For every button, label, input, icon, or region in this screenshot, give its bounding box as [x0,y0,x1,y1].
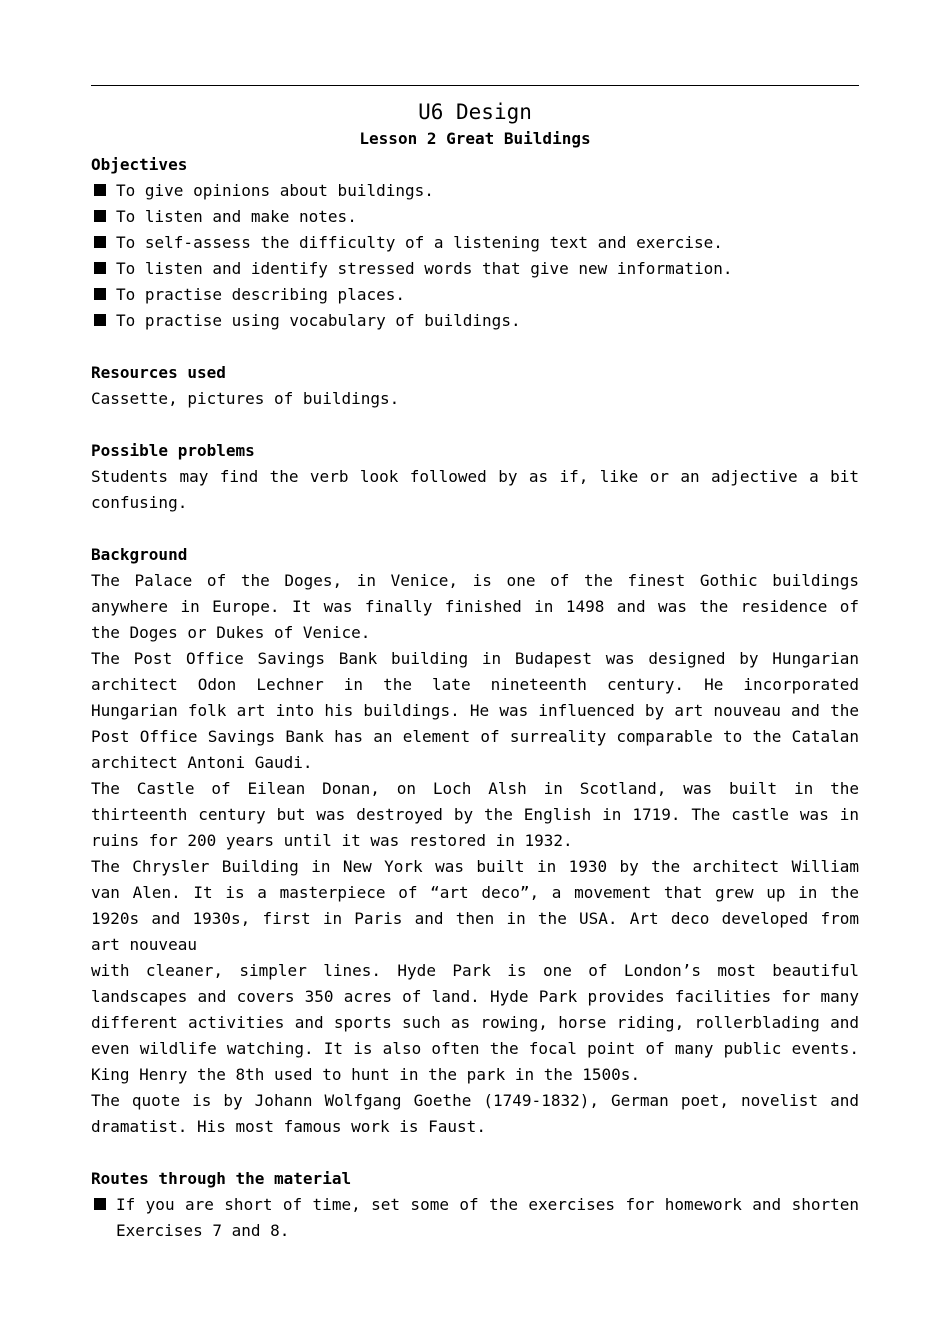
spacer [91,516,859,542]
spacer [91,334,859,360]
spacer [91,412,859,438]
objective-item [91,178,859,204]
objective-item [91,256,859,282]
background-heading: Background [91,545,188,564]
background-paragraph: The Palace of the Doges, in Venice, is one of the finest Gothic buildings anywhere in Europe. It was finally finished in 1498 and was the residence of the Doges or Dukes of Venice. [91,571,859,642]
problems-heading: Possible problems [91,441,255,460]
background-paragraph: The Post Office Savings Bank building in Budapest was designed by Hungarian architect Odon Lechner in the late nineteenth century. He incorporated Hungarian folk art into his buildings. He was influenced by art nouveau and the Post Office Savings Bank has an element of surreality comparable to the Catalan architect Antoni Gaudi. [91,649,859,772]
background-paragraph: The Chrysler Building in New York was built in 1930 by the architect William van Alen. It is a masterpiece of “art deco”, a movement that grew up in the 1920s and 1930s, first in Paris and then in the USA. Art deco developed from art nouveau [91,857,859,954]
square-bullet-icon [94,236,106,248]
objective-text: To practise using vocabulary of buildings. [116,311,521,330]
square-bullet-icon [94,262,106,274]
square-bullet-icon [94,1198,106,1210]
background-paragraph: with cleaner, simpler lines. Hyde Park is one of London’s most beautiful landscapes and covers 350 acres of land. Hyde Park provides facilities for many different activities and sports such as rowing, horse riding, rollerblading and even wildlife watching. It is also often the focal point of many public events. King Henry the 8th used to hunt in the park in the 1500s. [91,961,859,1084]
route-text: If you are short of time, set some of the exercises for homework and shorten Exercises 7 and 8. [116,1195,859,1240]
square-bullet-icon [94,184,106,196]
objective-text: To listen and make notes. [116,207,357,226]
problems-text: Students may find the verb look followed by as if, like or an adjective a bit confusing. [91,467,859,512]
lesson-title: Lesson 2 Great Buildings [359,129,591,148]
objective-text: To give opinions about buildings. [116,181,434,200]
spacer [91,1140,859,1166]
square-bullet-icon [94,288,106,300]
unit-title: U6 Design [418,100,532,124]
objectives-heading: Objectives [91,155,188,174]
objective-text: To practise describing places. [116,285,405,304]
resources-heading: Resources used [91,363,226,382]
routes-heading: Routes through the material [91,1169,352,1188]
objective-text: To self-assess the difficulty of a listening text and exercise. [116,233,723,252]
resources-text: Cassette, pictures of buildings. [91,389,400,408]
square-bullet-icon [94,314,106,326]
top-rule [91,85,859,86]
document-body [91,98,859,1244]
background-paragraph: The quote is by Johann Wolfgang Goethe (1749-1832), German poet, novelist and dramatist. His most famous work is Faust. [91,1091,859,1136]
objective-item [91,204,859,230]
objective-text: To listen and identify stressed words that give new information. [116,259,733,278]
square-bullet-icon [94,210,106,222]
route-item [91,1192,859,1244]
objective-item [91,282,859,308]
objective-item [91,230,859,256]
background-paragraph: The Castle of Eilean Donan, on Loch Alsh in Scotland, was built in the thirteenth century but was destroyed by the English in 1719. The castle was in ruins for 200 years until it was restored in 1932. [91,779,859,850]
objective-item [91,308,859,334]
